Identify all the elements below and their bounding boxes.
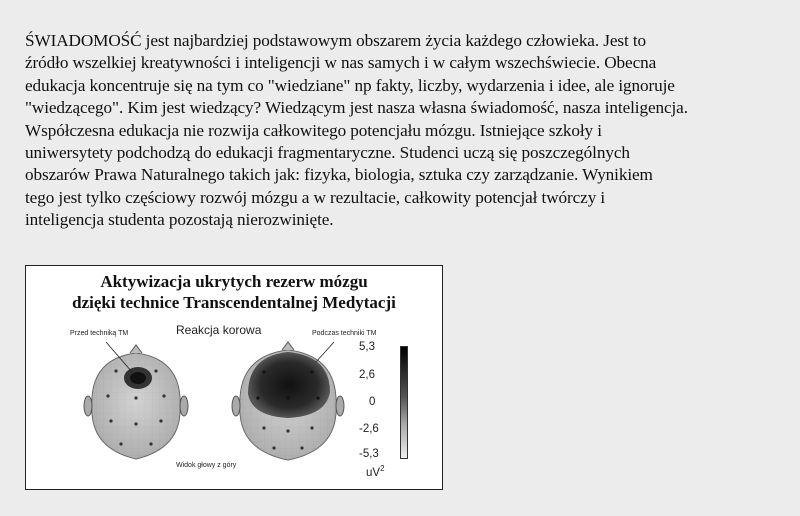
scale-value: 2,6: [359, 369, 375, 381]
scale-value: 0: [369, 396, 376, 408]
article-line: źródło wszelkiej kreatywności i inteligencji w nas samych i w całym wszechświecie. Obecna: [25, 53, 657, 73]
label-top-view: Widok głowy z góry: [176, 462, 237, 469]
figure-title-line-1: Aktywizacja ukrytych rezerw mózgu: [100, 272, 368, 291]
label-cortical-response: Reakcja korowa: [176, 323, 262, 337]
brain-activity-figure: [25, 265, 443, 490]
scale-unit: [366, 464, 385, 479]
article-line: "wiedzącego". Kim jest wiedzący? Wiedzącym jest nasza własna świadomość, nasza inteligencja.: [25, 98, 688, 118]
article-text: [25, 30, 795, 232]
figure-title-line-2: dzięki technice Transcendentalnej Medytacji: [72, 293, 396, 312]
scale-value: -5,3: [359, 448, 379, 460]
head-before-tm: [84, 342, 188, 459]
article-line: ŚWIADOMOŚĆ jest najbardziej podstawowym obszarem życia każdego człowieka. Jest to: [25, 31, 646, 50]
label-during-tm: Podczas techniki TM: [312, 330, 377, 337]
scale-value: 5,3: [359, 341, 375, 353]
article-line: obszarów Prawa Naturalnego takich jak: fizyka, biologia, sztuka czy zarządzanie. Wynikiem: [25, 165, 653, 185]
article-line: inteligencja studenta pozostają nierozwinięte.: [25, 210, 334, 230]
scale-unit-exponent: 2: [380, 464, 385, 473]
color-scale-bar: [400, 346, 408, 459]
head-during-tm: [232, 342, 344, 460]
article-line: tego jest tylko częściowy rozwój mózgu a w rezultacie, całkowity potencjał twórczy i: [25, 187, 606, 207]
article-line: uniwersytety podchodzą do edukacji fragmentaryczne. Studenci uczą się poszczególnych: [25, 143, 630, 163]
label-before-tm: Przed techniką TM: [70, 330, 129, 337]
scale-value: -2,6: [359, 423, 379, 435]
scale-unit-text: uV: [366, 466, 381, 479]
article-line: Współczesna edukacja nie rozwija całkowitego potencjału mózgu. Istniejące szkoły i: [25, 120, 602, 140]
article-line: edukacja koncentruje się na tym co "wiedziane" np fakty, liczby, wydarzenia i idee, ale ignoruje: [25, 75, 675, 95]
head-maps-illustration: [26, 266, 444, 491]
